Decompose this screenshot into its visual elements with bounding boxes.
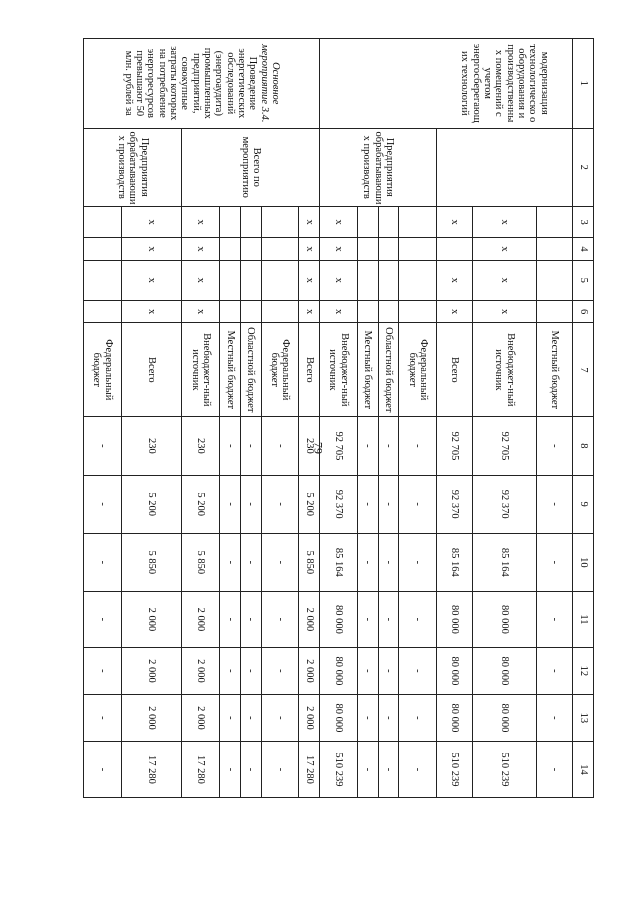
table-cell: - (219, 694, 240, 741)
table-cell: - (261, 741, 298, 797)
table-cell: 2 000 (182, 591, 219, 647)
table-cell: - (219, 533, 240, 591)
table-cell: - (399, 591, 436, 647)
table-cell: x (121, 206, 182, 237)
table-cell (399, 260, 436, 300)
funding-source: Внебюджет-ный источник (320, 323, 357, 417)
table-cell: - (537, 694, 573, 741)
table-cell: - (378, 533, 399, 591)
table-row (399, 39, 436, 798)
table-cell: - (537, 741, 573, 797)
table-cell: - (378, 475, 399, 533)
table-cell (378, 260, 399, 300)
table-cell: - (84, 694, 122, 741)
table-cell: - (399, 741, 436, 797)
table-cell: 5 850 (299, 533, 320, 591)
table-cell: 92 705 (320, 417, 357, 475)
table-cell: x (320, 260, 357, 300)
table-cell (357, 238, 378, 260)
table-cell: 2 000 (299, 591, 320, 647)
col-header: 13 (573, 694, 594, 741)
table-cell: 17 280 (182, 741, 219, 797)
table-cell: - (219, 475, 240, 533)
table-cell: - (399, 417, 436, 475)
table-cell: 2 000 (182, 694, 219, 741)
table-cell: - (378, 741, 399, 797)
table-cell: 92 370 (436, 475, 472, 533)
funding-source: Внебюджет-ный источник (472, 323, 536, 417)
table-cell (537, 300, 573, 322)
table-cell: x (299, 206, 320, 237)
table-cell: - (240, 741, 261, 797)
table-cell: - (261, 694, 298, 741)
table-cell: - (84, 417, 122, 475)
col-header: 7 (573, 323, 594, 417)
table-cell: 2 000 (299, 647, 320, 694)
table-cell: - (357, 694, 378, 741)
table-cell: x (436, 206, 472, 237)
table-cell: 510 239 (436, 741, 472, 797)
measure-description (84, 39, 320, 129)
table-cell (219, 260, 240, 300)
table-cell (537, 260, 573, 300)
table-cell: - (357, 533, 378, 591)
table-cell: 92 705 (472, 417, 536, 475)
table-cell: - (357, 741, 378, 797)
table-cell: 5 850 (182, 533, 219, 591)
table-cell: - (537, 647, 573, 694)
table-cell: 92 370 (472, 475, 536, 533)
col-header: 4 (573, 238, 594, 260)
table-cell: - (399, 475, 436, 533)
table-cell (261, 260, 298, 300)
table-cell (240, 260, 261, 300)
table-cell: - (261, 475, 298, 533)
table-cell: - (219, 647, 240, 694)
table-cell: 80 000 (320, 694, 357, 741)
table-cell (219, 300, 240, 322)
table-cell: - (378, 694, 399, 741)
table-cell: 5 200 (299, 475, 320, 533)
table-cell (537, 206, 573, 237)
table-cell (436, 238, 472, 260)
table-cell: 5 200 (121, 475, 182, 533)
table-cell (399, 206, 436, 237)
table-cell: 230 (182, 417, 219, 475)
table-cell: 80 000 (472, 647, 536, 694)
table-cell: - (84, 475, 122, 533)
table-cell (84, 300, 122, 322)
table-cell: - (357, 475, 378, 533)
col-header: 3 (573, 206, 594, 237)
table-cell: x (472, 260, 536, 300)
funding-source: Областной бюджет (240, 323, 261, 417)
col-header: 12 (573, 647, 594, 694)
table-cell: 85 164 (320, 533, 357, 591)
table-cell (357, 300, 378, 322)
table-cell: - (537, 475, 573, 533)
table-cell: 92 705 (436, 417, 472, 475)
col-header: 1 (573, 39, 594, 129)
table-cell (84, 206, 122, 237)
table-cell: 80 000 (436, 591, 472, 647)
table-cell (378, 238, 399, 260)
table-cell: 80 000 (472, 591, 536, 647)
funding-source: Всего (299, 323, 320, 417)
page-number: 79 (311, 442, 326, 454)
funding-source: Областной бюджет (378, 323, 399, 417)
table-cell: x (472, 206, 536, 237)
col-header: 6 (573, 300, 594, 322)
funding-source: Всего (436, 323, 472, 417)
table-cell: x (436, 260, 472, 300)
table-cell: - (537, 417, 573, 475)
table-cell: - (261, 417, 298, 475)
col-header: 8 (573, 417, 594, 475)
col-header: 5 (573, 260, 594, 300)
table-cell: x (182, 206, 219, 237)
table-cell: 5 850 (121, 533, 182, 591)
table-cell: x (320, 300, 357, 322)
table-cell: 2 000 (121, 647, 182, 694)
table-cell: x (472, 238, 536, 260)
col-header: 2 (573, 128, 594, 206)
table-cell: 17 280 (299, 741, 320, 797)
table-cell: 80 000 (320, 647, 357, 694)
table-cell (240, 206, 261, 237)
funding-source: Местный бюджет (357, 323, 378, 417)
table-cell: x (320, 206, 357, 237)
table-cell (378, 300, 399, 322)
table-cell: 2 000 (299, 694, 320, 741)
table-cell (261, 206, 298, 237)
table-cell: x (436, 300, 472, 322)
table-cell: - (240, 533, 261, 591)
table-cell: - (84, 741, 122, 797)
table-cell: - (219, 741, 240, 797)
table-cell (219, 206, 240, 237)
table-cell: 80 000 (320, 591, 357, 647)
table-cell: 85 164 (472, 533, 536, 591)
table-cell: - (537, 533, 573, 591)
table-cell: - (357, 417, 378, 475)
table-cell (357, 206, 378, 237)
table-cell: x (121, 238, 182, 260)
table-cell: x (472, 300, 536, 322)
table-cell (240, 300, 261, 322)
table-cell: 92 370 (320, 475, 357, 533)
col-header: 14 (573, 741, 594, 797)
table-cell: - (240, 591, 261, 647)
table-cell: 5 200 (182, 475, 219, 533)
funding-source: Местный бюджет (537, 323, 573, 417)
measure-description: модернизация технологическо о оборудования и производственны х помещений с учетом энергосберегающ их технологий (436, 39, 572, 129)
table-cell: x (299, 260, 320, 300)
table-cell: 510 239 (472, 741, 536, 797)
col-header: 9 (573, 475, 594, 533)
table-cell: - (399, 647, 436, 694)
table-cell: - (240, 647, 261, 694)
table-cell (537, 238, 573, 260)
table-cell: x (299, 300, 320, 322)
table-row (299, 39, 320, 798)
table-cell (219, 238, 240, 260)
executor-cell (436, 128, 572, 206)
table-cell: - (84, 533, 122, 591)
executor-cell: Предприятия обрабатываюши х производств (84, 128, 182, 206)
table-cell: - (240, 475, 261, 533)
col-header: 10 (573, 533, 594, 591)
table-cell: - (399, 533, 436, 591)
table-cell (378, 206, 399, 237)
table-cell (84, 260, 122, 300)
table-cell: - (240, 417, 261, 475)
table-cell: 17 280 (121, 741, 182, 797)
table-cell: - (219, 417, 240, 475)
table-cell: - (219, 591, 240, 647)
funding-source: Федеральный бюджет (399, 323, 436, 417)
table-cell: - (84, 591, 122, 647)
table-cell (240, 238, 261, 260)
table-cell (399, 300, 436, 322)
table-cell: 2 000 (121, 694, 182, 741)
table-cell: 2 000 (121, 591, 182, 647)
table-cell: x (121, 300, 182, 322)
table-cell: x (182, 300, 219, 322)
table-cell: - (378, 647, 399, 694)
budget-table (83, 38, 594, 798)
table-cell: - (261, 533, 298, 591)
table-cell: x (182, 238, 219, 260)
table-cell: - (537, 591, 573, 647)
table-cell: 80 000 (436, 647, 472, 694)
table-cell: 230 (299, 417, 320, 475)
table-cell: - (84, 647, 122, 694)
table-cell (357, 260, 378, 300)
measure-text: Проведение энергетических обследований (энергоаудита) промышленных предприятий, совокупные затраты которых на потребление энергоресурсов превышают 50 млн. рублей за (122, 46, 259, 121)
table-cell: - (378, 591, 399, 647)
table-cell: x (121, 260, 182, 300)
table-cell: - (357, 647, 378, 694)
col-header: 11 (573, 591, 594, 647)
table-cell: x (182, 260, 219, 300)
table-cell (84, 238, 122, 260)
funding-source: Местный бюджет (219, 323, 240, 417)
table-cell: - (378, 417, 399, 475)
measure-label: Основное мероприятие 3.4. (258, 44, 281, 123)
table-cell: - (261, 647, 298, 694)
table-cell: - (399, 694, 436, 741)
table-cell (261, 300, 298, 322)
funding-source: Всего (121, 323, 182, 417)
executor-cell: Предприятия обрабатываюши х производств (320, 128, 437, 206)
executor-total-cell: Всего по мероприятию (182, 128, 320, 206)
table-cell: - (261, 591, 298, 647)
table-cell (399, 238, 436, 260)
table-cell: 85 164 (436, 533, 472, 591)
table-cell: 230 (121, 417, 182, 475)
table-cell: 80 000 (472, 694, 536, 741)
funding-source: Внебюджет-ный источник (182, 323, 219, 417)
table-cell: - (357, 591, 378, 647)
table-cell: x (320, 238, 357, 260)
table-cell: - (240, 694, 261, 741)
table-cell: 2 000 (182, 647, 219, 694)
table-cell: 80 000 (436, 694, 472, 741)
funding-source: Федеральный бюджет (84, 323, 122, 417)
table-cell: x (299, 238, 320, 260)
measure-description-cont (320, 39, 437, 129)
table-cell: 510 239 (320, 741, 357, 797)
funding-source: Федеральный бюджет (261, 323, 298, 417)
header-row (573, 39, 594, 798)
table-row (537, 39, 573, 798)
table-cell (261, 238, 298, 260)
rotated-page (83, 38, 594, 798)
table-row (121, 39, 182, 798)
